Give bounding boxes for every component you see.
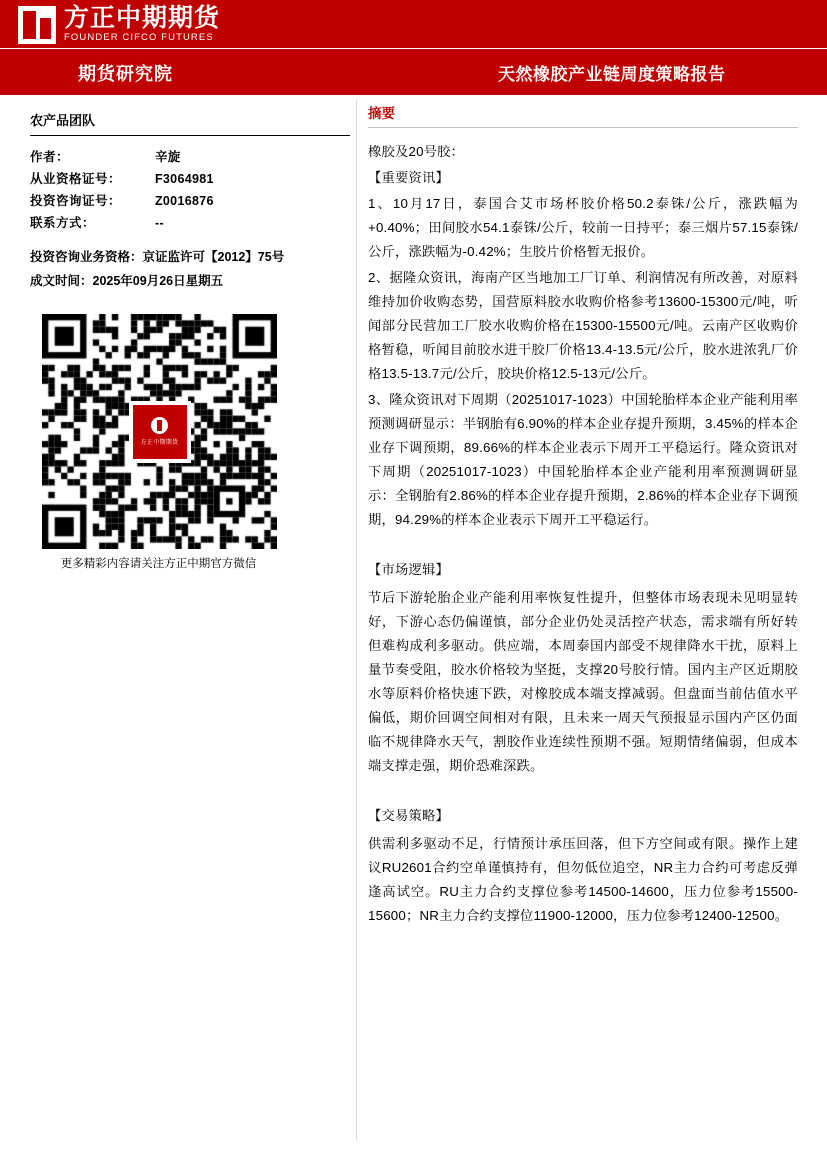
logo-text-english: FOUNDER CIFCO FUTURES bbox=[64, 32, 214, 43]
qr-badge-inner bbox=[133, 405, 187, 459]
meta-row-author bbox=[30, 146, 350, 168]
wechat-qr-code bbox=[42, 314, 277, 549]
meta-label: 投资咨询证号： bbox=[30, 194, 122, 208]
meta-value: Z0016876 bbox=[155, 194, 214, 208]
meta-label: 联系方式： bbox=[30, 216, 96, 230]
meta-value: -- bbox=[155, 216, 164, 230]
paragraph: 供需利多驱动不足，行情预计承压回落，但下方空间或有限。操作上建议RU2601合约空单谨慎持有，但勿低位追空，NR主力合约可考虑反弹逢高试空。RU主力合约支撑位参考14500-14600，压力位参考15500-15600；NR主力合约支撑位11900-12000，压力位参考12400-12500。 bbox=[368, 836, 798, 923]
company-logo bbox=[18, 5, 220, 44]
left-divider-top bbox=[30, 135, 350, 136]
paragraph: 2、据隆众资讯，海南产区当地加工厂订单、利润情况有所改善，对原料维持加价收购态势，国营原料胶水收购价格参考13600-15300元/吨，听闻部分民营加工厂胶水收购价格在15300-15500元/吨。云南产区收购价格暂稳，听闻目前胶水进干胶厂价格13.4-13.5元/公斤，胶水进浓乳厂价格13.5-13.7元/公斤，胶块价格12.5-13元/公斤。 bbox=[368, 270, 798, 381]
top-banner bbox=[0, 0, 827, 48]
meta-row-practice-id bbox=[30, 168, 350, 190]
section-heading-market-logic: 【市场逻辑】 bbox=[368, 562, 449, 577]
paragraph: 节后下游轮胎企业产能利用率恢复性提升，但整体市场表现未见明显转好，下游心态仍偏谨慎，部分企业仍处灵活控产状态，需求端有所好转但难构成利多驱动。供应端，本周泰国内部受不规律降水干扰，原料上量节奏受阻，胶水价格较为坚挺，支撑20号胶行情。国内主产区近期胶水等原料价格快速下跌，对橡胶成本端支撑减弱。但盘面当前估值水平偏低，期价回调空间相对有限，且未来一周天气预报显示国内产区仍面临不规律降水天气，割胶作业连续性预期不强。短期情绪偏弱，但成本端支撑走强，期价恐难深跌。 bbox=[368, 590, 798, 773]
paragraph: 3、隆众资讯对下周期（20251017-1023）中国轮胎样本企业产能利用率预测调研显示：半钢胎有6.90%的样本企业存提升预期，3.45%的样本企业存下调预期，89.66%的样本企业表示下周开工平稳运行。隆众资讯对下周期（20251017-1023）中国轮胎样本企业产能利用率预测调研显示：全钢胎有2.86%的样本企业存提升预期，2.86%的样本企业存下调预期，94.29%的样本企业表示下周开工平稳运行。 bbox=[368, 392, 798, 527]
meta-value: 辛旋 bbox=[155, 150, 181, 164]
qr-center-badge bbox=[129, 401, 191, 463]
paragraph: 1、10月17日，泰国合艾市场杯胶价格50.2泰铢/公斤，涨跌幅为+0.40%；田间胶水54.1泰铢/公斤，较前一日持平；泰三烟片57.15泰铢/公斤，涨跌幅为-0.42%；生胶片价格暂无报价。 bbox=[368, 196, 798, 259]
section-heading-trading-strategy: 【交易策略】 bbox=[368, 808, 449, 823]
logo-text-chinese: 方正中期期货 bbox=[64, 4, 221, 32]
paragraph: 【重要资讯】 bbox=[368, 170, 449, 185]
qr-logo-icon bbox=[151, 417, 168, 434]
abstract-heading: 摘要 bbox=[368, 106, 395, 121]
qr-badge-text: 方正中期期货 bbox=[140, 440, 179, 446]
document-body bbox=[0, 94, 827, 1169]
left-column bbox=[30, 94, 350, 571]
column-divider bbox=[356, 100, 357, 1140]
meta-row-consulting-id bbox=[30, 190, 350, 212]
meta-row-contact bbox=[30, 212, 350, 234]
abstract-rule bbox=[368, 127, 798, 128]
meta-label: 从业资格证号： bbox=[30, 172, 122, 186]
logo-mark-icon bbox=[18, 6, 56, 44]
publish-date-line: 成文时间：2025年09月26日星期五 bbox=[30, 274, 224, 288]
right-column bbox=[368, 94, 798, 930]
report-title: 天然橡胶产业链周度策略报告 bbox=[498, 65, 726, 84]
qr-caption: 更多精彩内容请关注方正中期官方微信 bbox=[60, 558, 257, 570]
team-name: 农产品团队 bbox=[30, 113, 96, 128]
department-title: 期货研究院 bbox=[78, 64, 173, 84]
qualification-line: 投资咨询业务资格：京证监许可【2012】75号 bbox=[30, 250, 285, 264]
paragraph: 橡胶及20号胶： bbox=[368, 144, 465, 159]
title-band bbox=[0, 48, 827, 95]
meta-label: 作者： bbox=[30, 150, 70, 164]
meta-value: F3064981 bbox=[155, 172, 214, 186]
